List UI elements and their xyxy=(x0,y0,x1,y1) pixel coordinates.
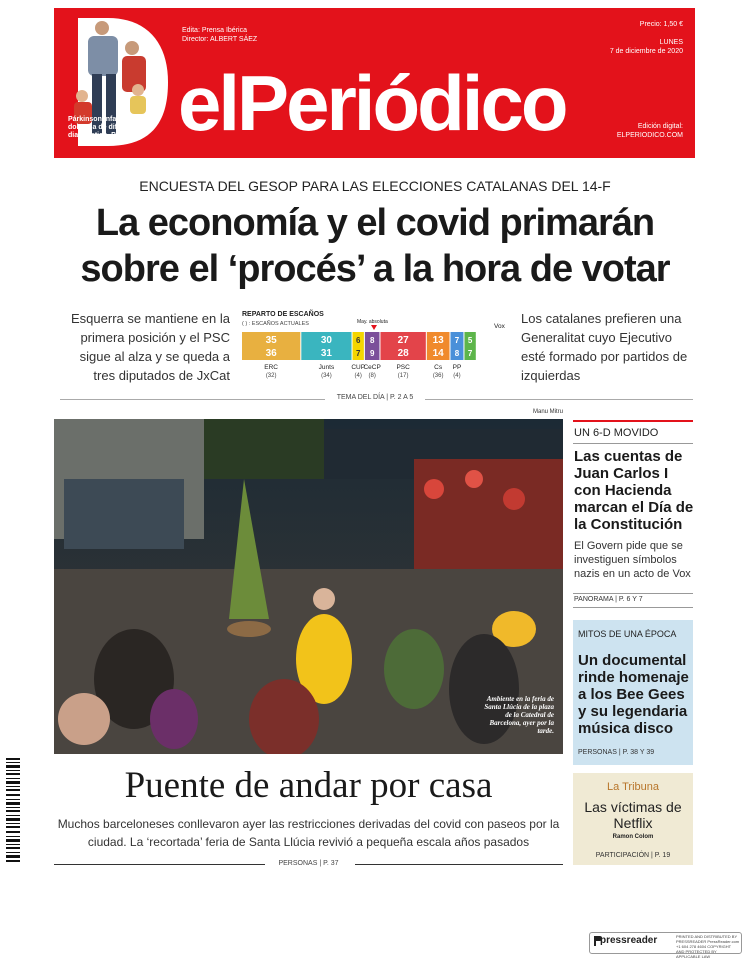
seat-value-vox-max: 7 xyxy=(467,349,473,358)
issue-day: LUNES xyxy=(659,39,683,46)
seats-chart xyxy=(240,308,510,388)
current-seats-erc: (32) xyxy=(265,373,277,379)
current-seats-pp: (4) xyxy=(453,373,461,379)
party-label-psc: PSC xyxy=(396,364,410,371)
chart-legend: ( ) : ESCAÑOS ACTUALES xyxy=(242,321,309,327)
story2-headline[interactable]: Un documental rinde homenaje a los Bee Gees y su legendaria música disco xyxy=(578,652,689,737)
price: Precio: 1,50 € xyxy=(639,21,683,28)
seat-value-psc-max: 28 xyxy=(397,348,409,359)
seat-value-cs-min: 13 xyxy=(432,335,444,346)
story1-kicker: UN 6-D MOVIDO xyxy=(574,427,659,439)
seat-value-cup-max: 7 xyxy=(355,349,361,358)
seat-value-erc-min: 35 xyxy=(265,335,277,346)
barcode-icon xyxy=(6,756,20,864)
seat-value-erc-max: 36 xyxy=(265,348,277,359)
lead-left-deck: Esquerra se mantiene en la primera posición y el PSC sigue al alza y se queda a tres diputados de JxCat xyxy=(71,311,230,383)
lead-headline[interactable] xyxy=(20,200,730,292)
seat-value-pp-max: 8 xyxy=(454,349,460,358)
second-headline[interactable]: Puente de andar por casa xyxy=(124,765,493,806)
party-label-cecp: CeCP xyxy=(363,364,381,371)
story1-top-rule xyxy=(573,420,693,422)
story1-deck: El Govern pide que se investiguen símbolos nazis en un acto de Vox xyxy=(574,540,691,580)
issue-date xyxy=(610,38,683,56)
digital-url[interactable]: ELPERIODICO.COM xyxy=(616,132,683,139)
story1-rule xyxy=(573,443,693,444)
story1-rule xyxy=(573,593,693,594)
seat-value-junts-min: 30 xyxy=(320,335,332,346)
lead-right-deck: Los catalanes prefieren una Generalitat cuyo Ejecutivo esté formado por partidos de izquierdas xyxy=(521,311,688,383)
chart-vox-label: Vox xyxy=(494,323,505,330)
editor-info xyxy=(182,26,257,44)
lead-kicker: ENCUESTA DEL GESOP PARA LAS ELECCIONES CATALANAS DEL 14-F xyxy=(139,178,611,194)
pressreader-fineprint: PRINTED AND DISTRIBUTED BY PRESSREADER PressReader.com +1 604 278 4604 COPYRIGHT AND PROTECTED BY APPLICABLE LAW xyxy=(676,934,740,959)
chart-majority-label: May. absoluta xyxy=(357,319,388,325)
seat-value-junts-max: 31 xyxy=(320,348,332,359)
story3-section-ref[interactable]: PARTICIPACIÓN | P. 19 xyxy=(595,852,671,859)
newspaper-logo[interactable]: elPeriódico xyxy=(178,59,566,147)
photo-credit: Manu Mitru xyxy=(532,409,563,415)
director: Director: ALBERT SÁEZ xyxy=(182,36,258,43)
majority-marker-icon xyxy=(371,325,377,330)
lead-section-ref[interactable]: TEMA DEL DÍA | P. 2 A 5 xyxy=(336,394,414,401)
story2-kicker: MITOS DE UNA ÉPOCA xyxy=(578,629,677,639)
current-seats-cup: (4) xyxy=(354,373,362,379)
lead-headline-line1: La economía y el covid primarán xyxy=(95,202,655,244)
seat-value-cecp-min: 8 xyxy=(369,336,375,345)
current-seats-junts: (34) xyxy=(321,373,332,379)
photo-caption: Ambiente en la feria de Santa Llúcia de la plaza de la Catedral de Barcelona, ayer por la tarde. xyxy=(484,695,554,735)
party-label-junts: Junts xyxy=(318,364,335,371)
seat-value-psc-min: 27 xyxy=(397,335,409,346)
story3-author: Ramon Colom xyxy=(612,834,654,840)
party-label-cs: Cs xyxy=(434,364,443,371)
pressreader-label: pressreader xyxy=(600,935,658,946)
seat-value-cs-max: 14 xyxy=(432,348,444,359)
digital-label: Edición digital: xyxy=(637,123,683,130)
seat-value-cecp-max: 9 xyxy=(369,349,375,358)
party-label-pp: PP xyxy=(452,364,462,371)
current-seats-psc: (17) xyxy=(397,373,409,379)
seat-value-cup-min: 6 xyxy=(355,336,361,345)
party-label-erc: ERC xyxy=(264,364,279,371)
masthead-promo[interactable]: Párkinson infantil, una dolencia de difícil diagnóstico. P. 30 y 31 xyxy=(68,116,144,139)
seat-value-pp-min: 7 xyxy=(454,336,460,345)
current-seats-cecp: (8) xyxy=(368,373,376,379)
story3-headline[interactable]: Las víctimas de Netflix xyxy=(584,799,682,831)
chart-title: REPARTO DE ESCAÑOS xyxy=(242,311,324,318)
story1-rule xyxy=(573,607,693,608)
story2-section-ref[interactable]: PERSONAS | P. 38 Y 39 xyxy=(578,749,655,756)
digital-edition[interactable] xyxy=(617,122,683,140)
second-section-ref[interactable]: PERSONAS | P. 37 xyxy=(278,860,339,867)
current-seats-cs: (36) xyxy=(432,373,444,379)
story1-section-ref[interactable]: PANORAMA | P. 6 Y 7 xyxy=(574,596,643,603)
lead-headline-line2: sobre el ‘procés’ a la hora de votar xyxy=(80,248,670,290)
second-deck: Muchos barceloneses conllevaron ayer las restricciones derivadas del covid con paseos por la ciudad. La ‘recortada’ feria de Santa Llúcia revivió a pequeña escala años pasados xyxy=(57,817,560,849)
story1-headline[interactable]: Las cuentas de Juan Carlos I con Hacienda marcan el Día de la Constitución xyxy=(574,448,694,533)
story3-kicker: La Tribuna xyxy=(607,781,659,793)
seat-value-vox-min: 5 xyxy=(467,336,473,345)
chart-bars xyxy=(242,332,476,379)
issue-date-text: 7 de diciembre de 2020 xyxy=(609,48,683,55)
publisher: Edita: Prensa Ibérica xyxy=(182,27,247,34)
party-label-cup: CUP xyxy=(351,364,366,371)
masthead xyxy=(54,8,695,158)
